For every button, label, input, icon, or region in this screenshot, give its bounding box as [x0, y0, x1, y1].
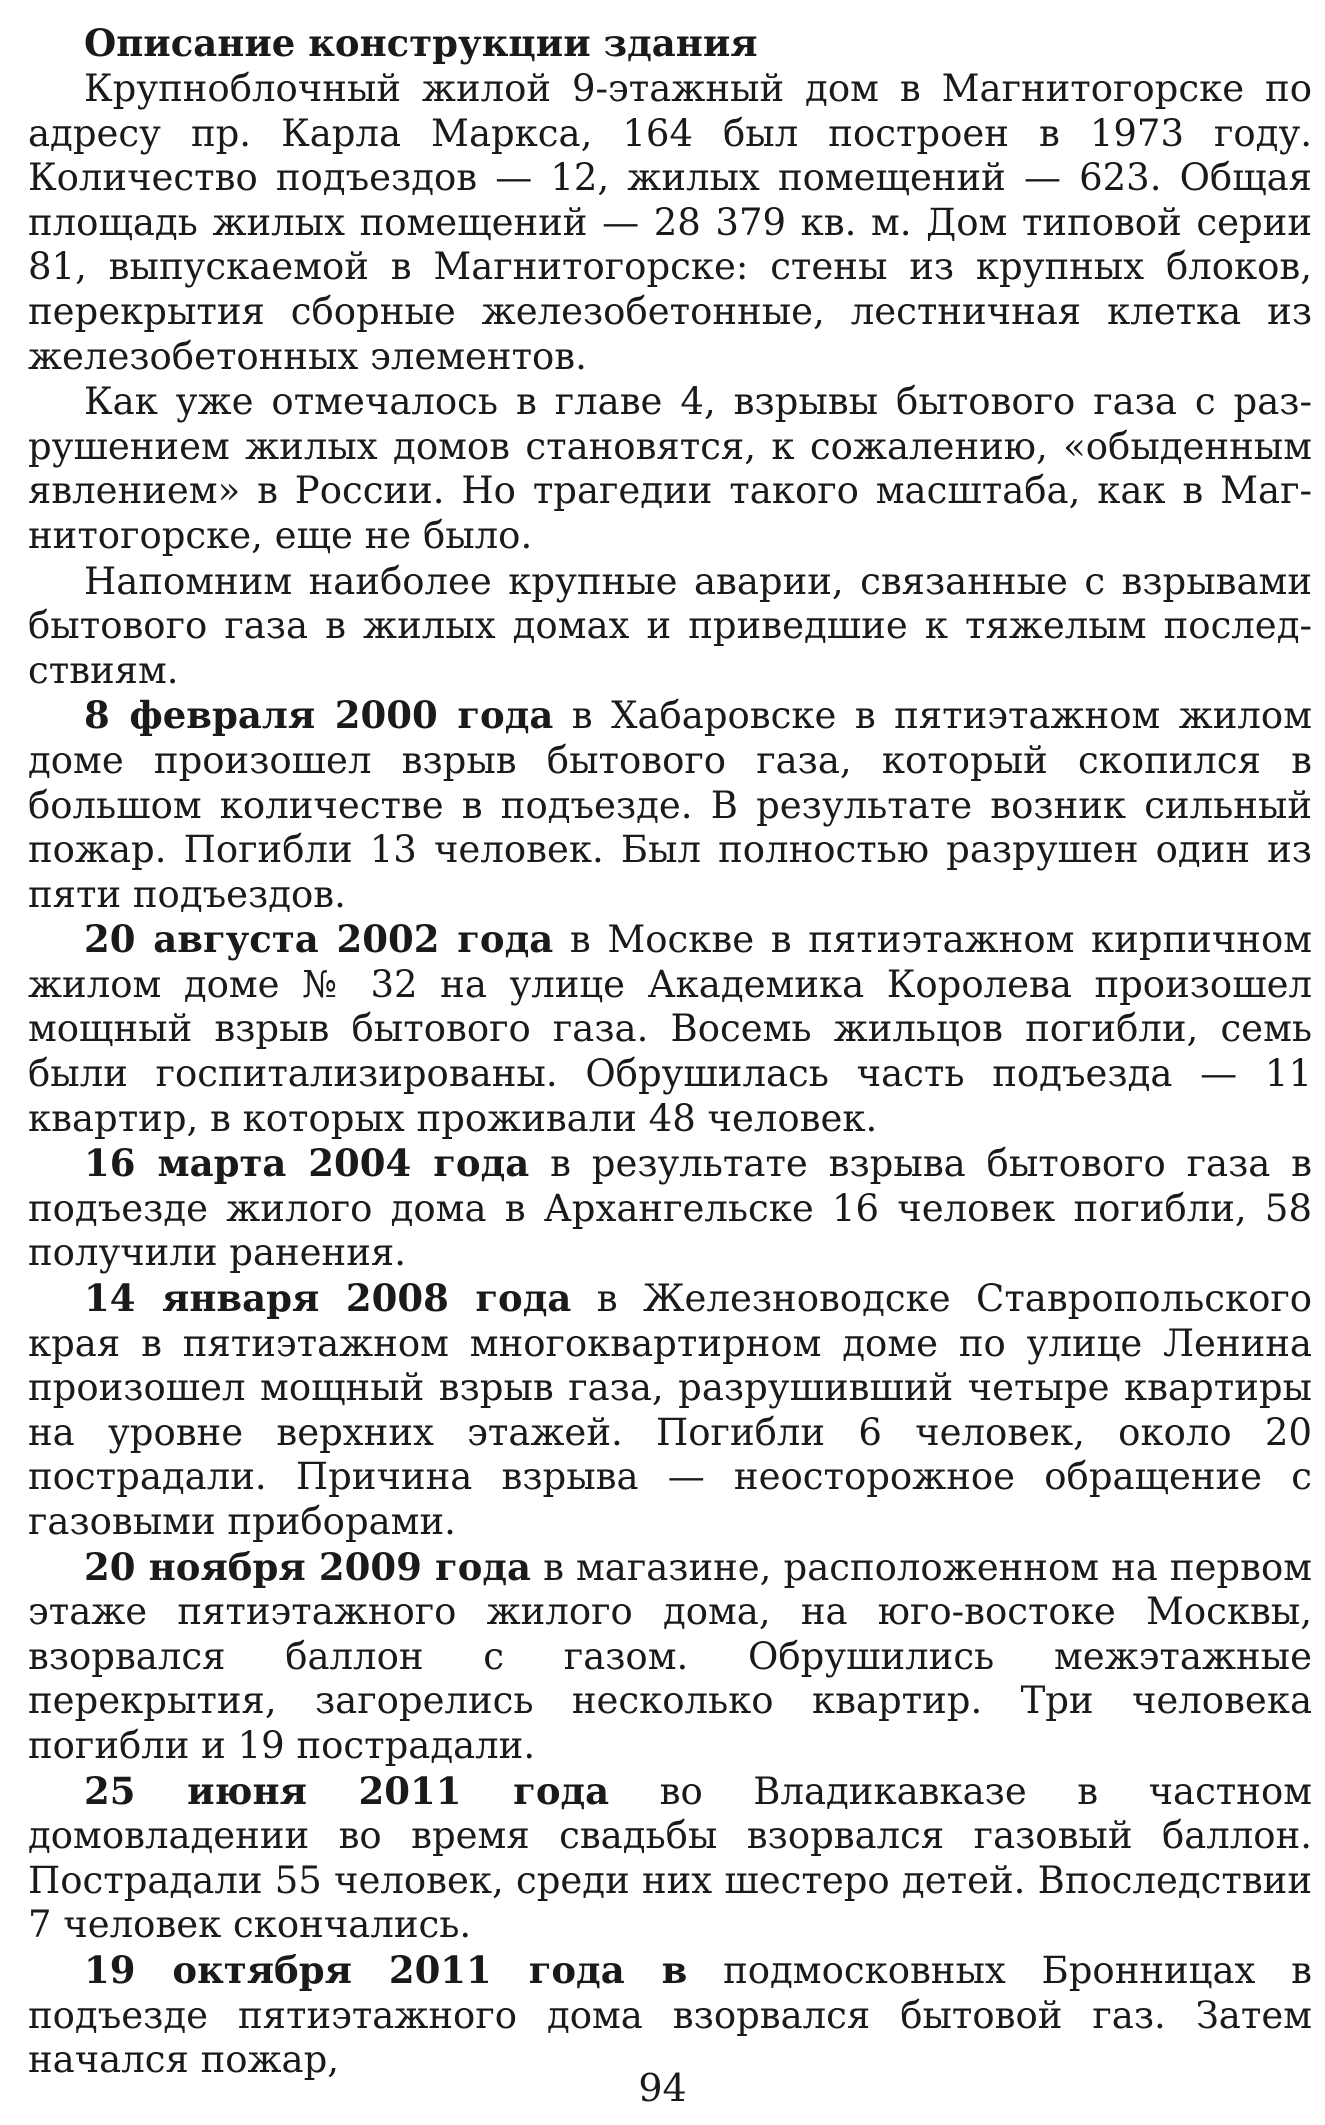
paragraph-incident-bronnitsy [28, 1948, 1312, 2083]
incident-text: в Хабаровске в пятиэтажном жилом доме произошел взрыв бытового газа, который скопился в большом количестве в подъезде. В результате возник сильный пожар. Погибли 13 человек. Был полностью разрушен один из пяти подъездов. [28, 694, 1312, 916]
paragraph-building-description [28, 66, 1312, 379]
incident-text: во Владикавказе в частном домовладении во время свадьбы взорвался газовый баллон. Пострадали 55 человек, среди них шестеро детей. Впоследствии 7 человек скончались. [28, 1769, 1312, 1947]
paragraph-text: Как уже отмечалось в главе 4, взрывы бытового газа с разрушением жилых домов становятся, к сожалению, «обыденным явлением» в России. Но трагедии такого масштаба, как в Магнитогорске, еще не было. [28, 380, 1312, 557]
section-heading: Описание конструкции здания [84, 21, 758, 65]
paragraph-incident-khabarovsk [28, 693, 1312, 917]
incident-date: 20 ноября 2009 года [84, 1544, 532, 1589]
paragraph-incident-moscow-2009 [28, 1545, 1312, 1769]
page-text [28, 20, 1312, 2083]
paragraph-incident-vladikavkaz [28, 1769, 1312, 1948]
page-number: 94 [638, 2066, 687, 2110]
paragraph-incident-zheleznovodsk [28, 1276, 1312, 1545]
paragraph-incident-moscow-2002 [28, 917, 1312, 1141]
incident-text: в магазине, расположенном на первом этаже пятиэтажного жилого дома, на юго-востоке Москвы, взорвался баллон с газом. Обрушились межэтажные перекрытия, загорелись несколько квартир. Три человека погибли и 19 пострадали. [28, 1545, 1312, 1767]
paragraph-gas-explosions [28, 379, 1312, 558]
incident-text: в результате взрыва бытового газа в подъезде жилого дома в Архангельске 16 человек погибли, 58 получили ранения. [28, 1142, 1312, 1275]
incident-text: подмосковных Бронницах в подъезде пятиэтажного дома взорвался бытовой газ. Затем начался пожар, [28, 1948, 1313, 2082]
paragraph-text: Напомним наиболее крупные аварии, связанные с взрывами бытового газа в жилых домах и приведшие к тяжелым последствиям. [28, 559, 1312, 692]
paragraph-incident-arkhangelsk [28, 1141, 1312, 1276]
paragraph-text: Крупноблочный жилой 9-этажный дом в Магнитогорске по адресу пр. Карла Маркса, 164 был построен в 1973 году. Количество подъездов — 12, жилых помещений — 623. Общая площадь жилых помещений — 28 379 кв. м. Дом типовой серии 81, выпускаемой в Магнитогорске: стены из крупных блоков, перекрытия сборные железобетонные, лестничная клетка из железобетонных элементов. [28, 67, 1312, 378]
incident-text: в Москве в пятиэтажном кирпичном жилом доме № 32 на улице Академика Королева произошел мощный взрыв бытового газа. Восемь жильцов погибли, семь были госпитализированы. Обрушилась часть подъезда — 11 квартир, в которых проживали 48 человек. [28, 918, 1313, 1140]
paragraph-intro-list [28, 559, 1312, 694]
incident-date: 8 февраля 2000 года [84, 693, 554, 738]
incident-date: 16 марта 2004 года [84, 1141, 530, 1186]
incident-text: в Железноводске Ставропольского края в пятиэтажном многоквартирном доме по улице Ленина произошел мощный взрыв газа, разрушивший четыре квартиры на уровне верхних этажей. Погибли 6 человек, около 20 пострадали. Причина взрыва — неосторожное обращение с газовыми приборами. [28, 1277, 1313, 1543]
incident-date: 14 января 2008 года [84, 1276, 572, 1321]
incident-date: 20 августа 2002 года [84, 917, 554, 962]
incident-date: 19 октября 2011 года в [84, 1947, 688, 1992]
incident-date: 25 июня 2011 года [84, 1768, 610, 1813]
